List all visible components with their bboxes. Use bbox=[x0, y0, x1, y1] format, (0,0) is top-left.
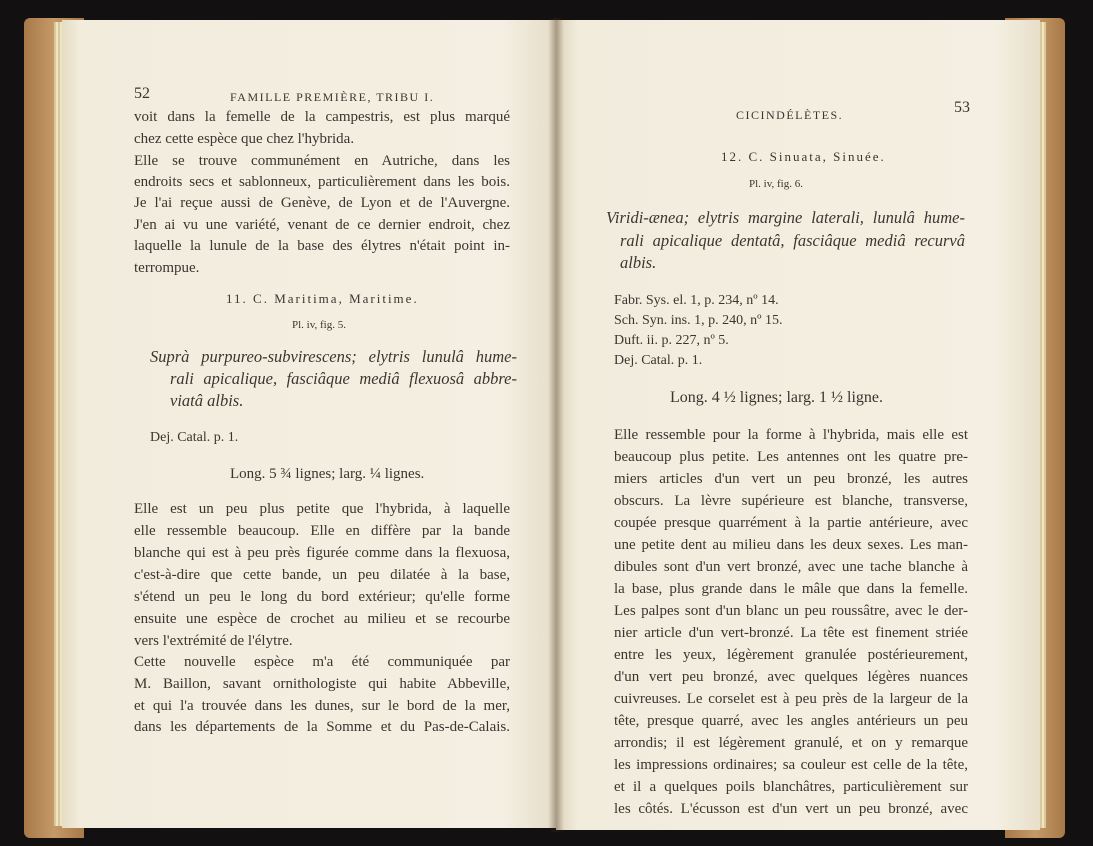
text-line: elle ressemble beaucoup. Elle en diffère par la bande bbox=[134, 523, 510, 539]
text-line: laquelle la lunule de la base des élytres n'était point in- bbox=[134, 238, 510, 254]
right-page bbox=[556, 20, 1040, 830]
text-line: Cette nouvelle espèce m'a été communiquée par bbox=[134, 654, 510, 670]
text-line: nier article d'un vert-bronzé. La tête est finement striée bbox=[614, 625, 968, 641]
text-line: terrompue. bbox=[134, 260, 200, 276]
text-line: une petite dent au milieu dans les deux sexes. Les man- bbox=[614, 537, 968, 553]
plate-reference: Pl. iv, fig. 5. bbox=[292, 319, 346, 331]
latin-diagnosis-line: rali apicalique dentatâ, fasciâque mediâ recurvâ bbox=[620, 231, 965, 250]
reference: Dej. Catal. p. 1. bbox=[614, 353, 703, 368]
reference: Dej. Catal. p. 1. bbox=[150, 430, 239, 445]
species-heading: 11. C. Maritima, Maritime. bbox=[226, 291, 419, 306]
text-line: cuivreuses. Le corselet est à peu près de la largeur de la bbox=[614, 691, 968, 707]
measurement: Long. 4 ½ lignes; larg. 1 ½ ligne. bbox=[670, 389, 884, 406]
text-line: tête, presque quarré, avec les angles antérieurs un peu bbox=[614, 713, 968, 729]
text-line: c'est-à-dire que cette bande, un peu dilatée à la base, bbox=[134, 567, 510, 583]
text-line: miers articles d'un vert un peu bronzé, les autres bbox=[614, 471, 968, 487]
page-number: 52 bbox=[134, 85, 150, 102]
text-line: obscurs. La lèvre supérieure est blanche, transverse, bbox=[614, 493, 968, 509]
latin-diagnosis-line: albis. bbox=[620, 253, 657, 272]
text-line: voit dans la femelle de la campestris, est plus marqué bbox=[134, 109, 510, 125]
species-heading: 12. C. Sinuata, Sinuée. bbox=[721, 149, 886, 164]
left-page bbox=[62, 20, 556, 828]
page-number: 53 bbox=[954, 99, 970, 116]
text-line: chez cette espèce que chez l'hybrida. bbox=[134, 131, 355, 147]
text-line: la base, plus grande dans le mâle que dans la femelle. bbox=[614, 581, 968, 597]
text-line: coupée presque quarrément à la partie antérieure, avec bbox=[614, 515, 968, 531]
text-line: Elle se trouve communément en Autriche, dans les bbox=[134, 153, 510, 169]
reference: Sch. Syn. ins. 1, p. 240, nº 15. bbox=[614, 313, 783, 328]
latin-diagnosis-line: Suprà purpureo-subvirescens; elytris lunulâ hume- bbox=[150, 347, 517, 366]
text-line: et il a quelques poils blanchâtres, particulièrement sur bbox=[614, 779, 968, 795]
text-line: vers l'extrémité de l'élytre. bbox=[134, 633, 293, 649]
text-line: s'étend un peu le long du bord extérieur; qu'elle forme bbox=[134, 589, 510, 605]
text-line: d'un vert peu bronzé, avec quelques légères nuances bbox=[614, 669, 968, 685]
text-line: entre les yeux, légèrement granulée postérieurement, bbox=[614, 647, 968, 663]
reference: Duft. ii. p. 227, nº 5. bbox=[614, 333, 729, 348]
text-line: Elle ressemble pour la forme à l'hybrida, mais elle est bbox=[614, 427, 968, 443]
text-line: beaucoup plus petite. Les antennes ont les quatre pre- bbox=[614, 449, 968, 465]
text-line: M. Baillon, savant ornithologiste qui habite Abbeville, bbox=[134, 676, 510, 692]
text-line: blanche qui est à peu près figurée comme dans la flexuosa, bbox=[134, 545, 510, 561]
book-gutter bbox=[548, 18, 564, 832]
text-line: les côtés. L'écusson est d'un vert un peu bronzé, avec bbox=[614, 801, 968, 817]
text-line: les impressions ordinaires; sa couleur est celle de la tête, bbox=[614, 757, 968, 773]
latin-diagnosis-line: Viridi-ænea; elytris margine laterali, lunulâ hume- bbox=[606, 208, 965, 227]
plate-reference: Pl. iv, fig. 6. bbox=[749, 178, 803, 190]
text-line: dibules sont d'un vert bronzé, avec une tache blanche à bbox=[614, 559, 968, 575]
text-line: dans les départements de la Somme et du Pas-de-Calais. bbox=[134, 719, 510, 735]
running-head: FAMILLE PREMIÈRE, TRIBU I. bbox=[230, 90, 435, 104]
text-line: endroits secs et sablonneux, particulièrement dans les bois. bbox=[134, 174, 510, 190]
text-line: arrondis; il est légèrement granulé, et on y remarque bbox=[614, 735, 968, 751]
measurement: Long. 5 ¾ lignes; larg. ¼ lignes. bbox=[230, 466, 425, 482]
latin-diagnosis-line: viatâ albis. bbox=[170, 391, 244, 410]
reference: Fabr. Sys. el. 1, p. 234, nº 14. bbox=[614, 293, 779, 308]
text-line: Je l'ai reçue aussi de Genève, de Lyon et de l'Auvergne. bbox=[134, 195, 510, 211]
text-line: J'en ai vu une variété, venant de ce dernier endroit, chez bbox=[134, 217, 510, 233]
text-line: ensuite une espèce de crochet au milieu et se recourbe bbox=[134, 611, 510, 627]
latin-diagnosis-line: rali apicalique, fasciâque mediâ flexuosâ abbre- bbox=[170, 369, 517, 388]
running-head: CICINDÉLÈTES. bbox=[736, 108, 844, 122]
text-line: Elle est un peu plus petite que l'hybrida, à laquelle bbox=[134, 501, 510, 517]
text-line: Les palpes sont d'un blanc un peu roussâtre, avec le der- bbox=[614, 603, 968, 619]
text-line: et qui l'a trouvée dans les dunes, sur le bord de la mer, bbox=[134, 698, 510, 714]
